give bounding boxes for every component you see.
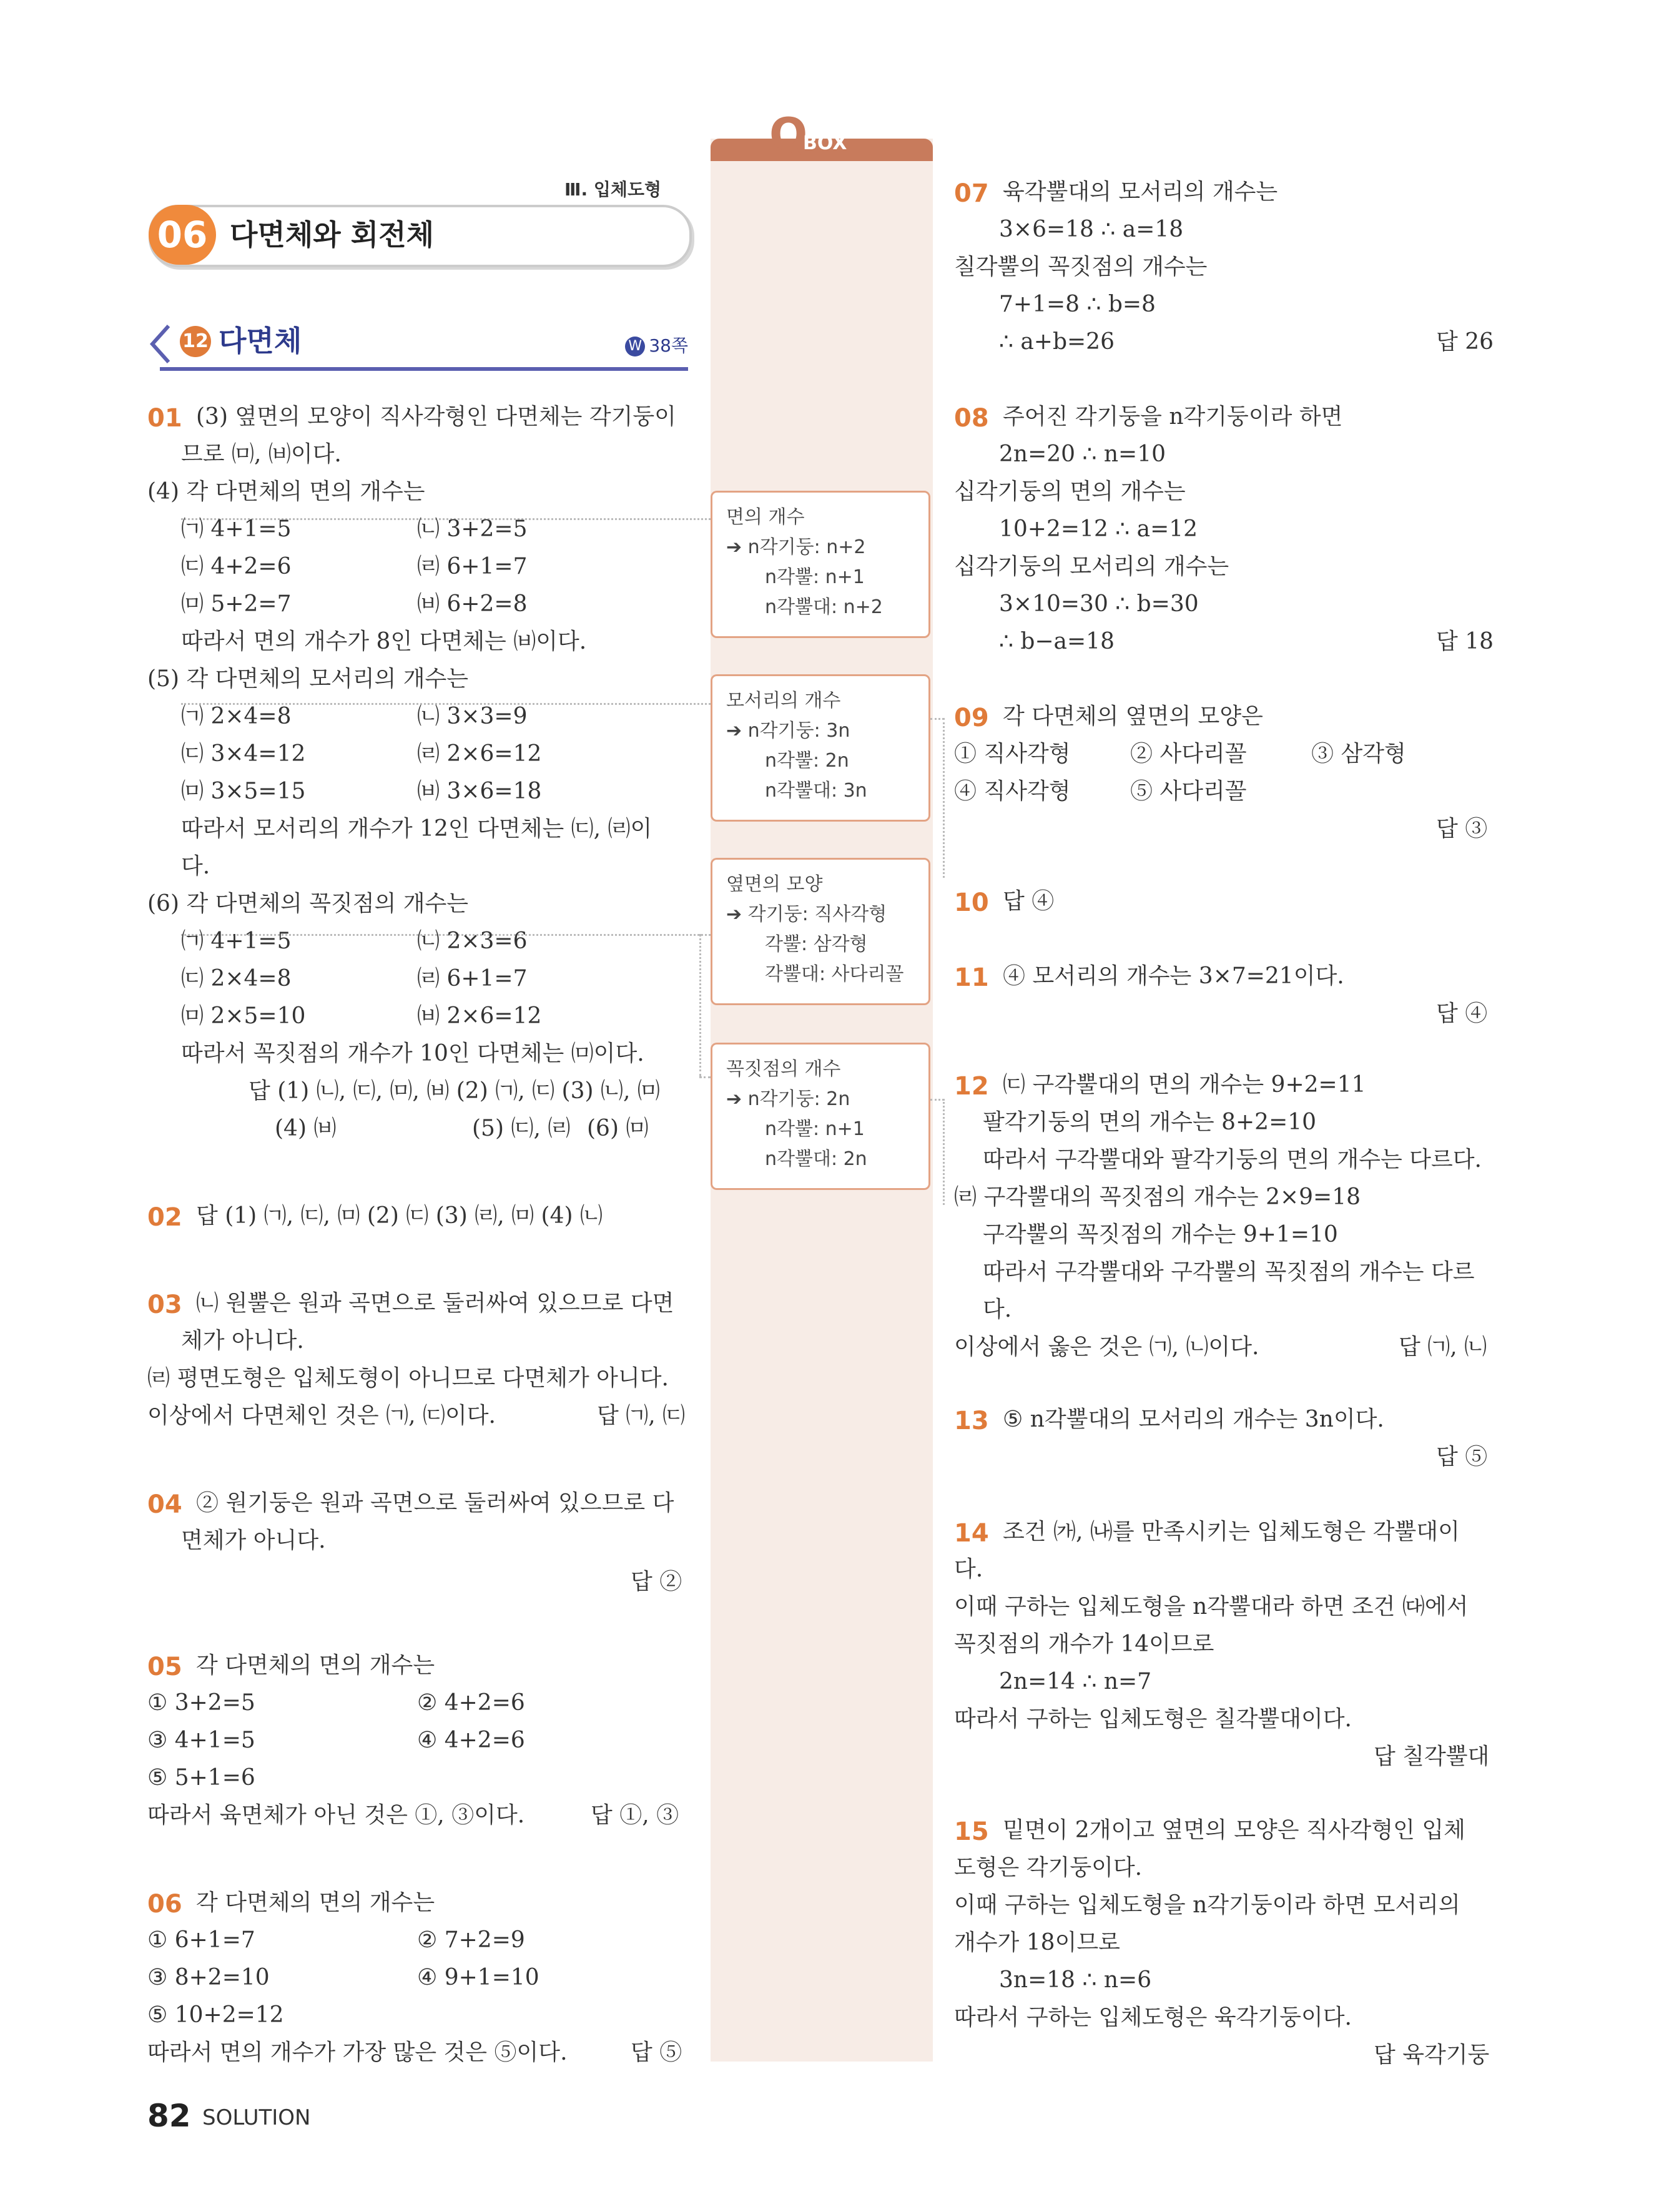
solution-line: ③ 8+2=10 xyxy=(147,1965,270,1990)
answer-line: 답 18 xyxy=(1436,629,1494,654)
answer-line: 답 ③ xyxy=(1436,816,1488,842)
unit-number: 12 xyxy=(180,326,211,357)
qbox-card-vertices xyxy=(711,1043,930,1190)
connector-line xyxy=(943,718,945,878)
qbox-card-title: 면의 개수 xyxy=(726,506,805,528)
qbox-card-line: ➔ 각기둥: 직사각형 xyxy=(726,903,887,925)
solution-line: 2n=14 ∴ n=7 xyxy=(999,1669,1152,1694)
solution-line: 체가 아니다. xyxy=(181,1328,304,1354)
solution-line: ㈄ 5+2=7 xyxy=(181,591,292,617)
qbox-card-line: ➔ n각기둥: n+2 xyxy=(726,536,866,558)
solution-line: 각 다면체의 면의 개수는 xyxy=(196,1890,435,1915)
solution-line: 따라서 꼭짓점의 개수가 10인 다면체는 ㈄이다. xyxy=(181,1041,644,1066)
problem-number: 02 xyxy=(147,1203,182,1232)
solution-line: ④ 직사각형 xyxy=(954,779,1071,804)
solution-line: ② 4+2=6 xyxy=(417,1690,525,1716)
solution-line: 3n=18 ∴ n=6 xyxy=(999,1967,1152,1993)
solution-line: ㈁ 2×3=6 xyxy=(417,928,528,954)
solution-line: 7+1=8 ∴ b=8 xyxy=(999,292,1156,317)
problem-number: 05 xyxy=(147,1653,182,1681)
answer-line: (6) ㈄ xyxy=(587,1116,649,1141)
qbox-card-line: ➔ n각기둥: 3n xyxy=(726,720,850,742)
answer-line: 답 ④ xyxy=(1003,888,1055,914)
solution-line: ④ 4+2=6 xyxy=(417,1728,525,1753)
solution-line: 10+2=12 ∴ a=12 xyxy=(999,516,1198,542)
solution-line: (5) 각 다면체의 모서리의 개수는 xyxy=(147,666,469,692)
answer-line: 답 26 xyxy=(1436,329,1494,355)
solution-line: ㈁ 원뿔은 원과 곡면으로 둘러싸여 있으므로 다면 xyxy=(196,1290,674,1316)
chapter-header xyxy=(149,205,687,265)
solution-line: ㈀ 2×4=8 xyxy=(181,704,292,729)
answer-line: 답 육각기둥 xyxy=(1374,2042,1490,2068)
solution-line: 육각뿔대의 모서리의 개수는 xyxy=(1003,179,1278,205)
connector-line xyxy=(699,1076,711,1078)
solution-line: (4) 각 다면체의 면의 개수는 xyxy=(147,479,425,504)
solution-line: 칠각뿔의 꼭짓점의 개수는 xyxy=(954,254,1208,280)
solution-line: 밑면이 2개이고 옆면의 모양은 직사각형인 입체 xyxy=(1003,1817,1465,1843)
solution-line: ㈅ 2×6=12 xyxy=(417,1003,542,1029)
solution-line: ㈅ 3×6=18 xyxy=(417,779,542,804)
solution-line: ㈁ 3+2=5 xyxy=(417,516,528,542)
answer-line: 답 칠각뿔대 xyxy=(1374,1744,1490,1769)
solution-line: 따라서 모서리의 개수가 12인 다면체는 ㈂, ㈃이 xyxy=(181,816,652,842)
solution-line: 구각뿔의 꼭짓점의 개수는 9+1=10 xyxy=(983,1222,1338,1247)
qbox-card-line: 각뿔대: 사다리꼴 xyxy=(765,963,904,985)
solution-line: 다. xyxy=(983,1297,1012,1322)
solution-line: 따라서 구하는 입체도형은 칠각뿔대이다. xyxy=(954,1706,1352,1732)
solution-line: 각 다면체의 면의 개수는 xyxy=(196,1653,435,1678)
qbox-card-title: 모서리의 개수 xyxy=(726,690,841,712)
answer-line: 답 ④ xyxy=(1436,1001,1488,1026)
unit-header xyxy=(147,317,688,373)
solution-line: 이때 구하는 입체도형을 n각뿔대라 하면 조건 ㈐에서 xyxy=(954,1594,1469,1620)
solution-line: ㈄ 2×5=10 xyxy=(181,1003,306,1029)
solution-line: 3×6=18 ∴ a=18 xyxy=(999,217,1184,242)
problem-number: 07 xyxy=(954,179,989,208)
unit-page-ref xyxy=(625,335,688,357)
solution-line: ㈅ 6+2=8 xyxy=(417,591,528,617)
answer-line: (5) ㈂, ㈃ xyxy=(472,1116,571,1141)
qbox-card-line: n각뿔: n+1 xyxy=(765,1118,865,1140)
answer-line: 답 ㈀, ㈂ xyxy=(597,1403,686,1428)
solution-line: ② 사다리꼴 xyxy=(1130,741,1247,767)
qbox-card-line: n각뿔: n+1 xyxy=(765,566,865,588)
solution-line: ㈂ 3×4=12 xyxy=(181,741,306,767)
workbook-icon: W xyxy=(625,337,645,356)
solution-line: ㈂ 2×4=8 xyxy=(181,966,292,991)
solution-line: 따라서 구각뿔대와 구각뿔의 꼭짓점의 개수는 다르 xyxy=(983,1259,1475,1285)
solution-line: 팔각기둥의 면의 개수는 8+2=10 xyxy=(983,1109,1317,1135)
problem-number: 14 xyxy=(954,1519,989,1548)
solution-line: ㈃ 2×6=12 xyxy=(417,741,542,767)
qbox-card-line: n각뿔대: 2n xyxy=(765,1148,867,1170)
chevron-left-icon xyxy=(147,323,172,365)
problem-number: 10 xyxy=(954,888,989,917)
solution-line: ㈃ 구각뿔대의 꼭짓점의 개수는 2×9=18 xyxy=(954,1184,1361,1210)
unit-title: 다면체 xyxy=(219,324,302,358)
solution-line: 따라서 육면체가 아닌 것은 ①, ③이다. xyxy=(147,1802,525,1828)
solution-line: ㈃ 6+1=7 xyxy=(417,966,528,991)
problem-number: 03 xyxy=(147,1290,182,1319)
solution-line: 도형은 각기둥이다. xyxy=(954,1855,1143,1880)
solution-line: ① 3+2=5 xyxy=(147,1690,255,1716)
solution-line: ① 직사각형 xyxy=(954,741,1071,767)
solution-line: 따라서 구각뿔대와 팔각기둥의 면의 개수는 다르다. xyxy=(983,1147,1482,1172)
qbox-card-line: ➔ n각기둥: 2n xyxy=(726,1088,850,1110)
problem-number: 11 xyxy=(954,963,989,992)
qbox-card-title: 꼭짓점의 개수 xyxy=(726,1058,841,1080)
problem-number: 08 xyxy=(954,404,989,433)
solution-line: 2n=20 ∴ n=10 xyxy=(999,441,1166,467)
solution-line: (3) 옆면의 모양이 직사각형인 다면체는 각기둥이 xyxy=(196,404,676,430)
solution-line: 십각기둥의 면의 개수는 xyxy=(954,479,1186,504)
answer-line: 답 ⑤ xyxy=(1436,1444,1488,1470)
answer-line: 답 ⑤ xyxy=(631,2040,682,2065)
solution-line: 십각기둥의 모서리의 개수는 xyxy=(954,554,1229,579)
solution-line: ② 원기둥은 원과 곡면으로 둘러싸여 있으므로 다 xyxy=(196,1490,674,1516)
solution-line: 꼭짓점의 개수가 14이므로 xyxy=(954,1631,1214,1657)
connector-line xyxy=(930,718,944,720)
chapter-number: 06 xyxy=(149,205,216,265)
qbox-card-side-faces xyxy=(711,858,930,1005)
problem-number: 15 xyxy=(954,1817,989,1846)
solution-line: ⑤ 5+1=6 xyxy=(147,1765,255,1791)
problem-number: 13 xyxy=(954,1407,989,1435)
solution-line: 조건 ㈎, ㈏를 만족시키는 입체도형은 각뿔대이 xyxy=(1003,1519,1460,1545)
solution-line: ㈂ 4+2=6 xyxy=(181,554,292,579)
chapter-title: 다면체와 회전체 xyxy=(230,218,435,252)
qbox-badge xyxy=(769,106,874,169)
problem-number: 04 xyxy=(147,1490,182,1519)
qbox-q-letter: Q xyxy=(769,108,808,160)
answer-line: 답 ㈀, ㈁ xyxy=(1399,1334,1487,1360)
solution-line: ⑤ 10+2=12 xyxy=(147,2002,284,2028)
solution-line: ① 6+1=7 xyxy=(147,1927,255,1953)
solution-line: ㈁ 3×3=9 xyxy=(417,704,528,729)
solution-line: 다. xyxy=(181,853,210,879)
answer-line: 답 (1) ㈁, ㈂, ㈄, ㈅ (2) ㈀, ㈂ (3) ㈁, ㈄ xyxy=(249,1078,660,1104)
solution-line: ㈃ 평면도형은 입체도형이 아니므로 다면체가 아니다. xyxy=(147,1365,669,1391)
solution-line: ④ 모서리의 개수는 3×7=21이다. xyxy=(1003,963,1344,989)
solution-line: ④ 9+1=10 xyxy=(417,1965,539,1990)
solution-line: ③ 삼각형 xyxy=(1311,741,1406,767)
solution-line: (6) 각 다면체의 꼭짓점의 개수는 xyxy=(147,891,469,917)
solution-line: ㈀ 4+1=5 xyxy=(181,928,292,954)
solution-line: 주어진 각기둥을 n각기둥이라 하면 xyxy=(1003,404,1343,430)
problem-number: 12 xyxy=(954,1072,989,1101)
connector-line xyxy=(930,1099,944,1101)
solution-line: ∴ a+b=26 xyxy=(999,329,1115,355)
qbox-card-faces xyxy=(711,491,930,638)
solution-line: ∴ b−a=18 xyxy=(999,629,1115,654)
solution-line: 다. xyxy=(954,1556,983,1582)
answer-line: 답 ①, ③ xyxy=(591,1802,679,1828)
solution-line: 따라서 면의 개수가 가장 많은 것은 ⑤이다. xyxy=(147,2040,568,2065)
qbox-card-line: n각뿔대: n+2 xyxy=(765,596,883,618)
solution-line: 각 다면체의 옆면의 모양은 xyxy=(1003,704,1263,729)
problem-number: 06 xyxy=(147,1890,182,1919)
solution-line: 3×10=30 ∴ b=30 xyxy=(999,591,1199,617)
answer-line: 답 ② xyxy=(631,1569,682,1595)
qbox-card-line: n각뿔: 2n xyxy=(765,750,849,772)
page-number: 82 xyxy=(147,2098,191,2134)
solution-line: ⑤ 사다리꼴 xyxy=(1130,779,1247,804)
qbox-card-line: 각뿔: 삼각형 xyxy=(765,933,868,955)
solution-line: ③ 4+1=5 xyxy=(147,1728,255,1753)
solution-line: 따라서 구하는 입체도형은 육각기둥이다. xyxy=(954,2005,1352,2030)
solution-line: ㈃ 6+1=7 xyxy=(417,554,528,579)
unit-ref-text: 38쪽 xyxy=(649,335,688,356)
section-tag: Ⅲ. 입체도형 xyxy=(564,179,662,200)
connector-line xyxy=(943,1099,945,1205)
unit-underline xyxy=(160,367,688,371)
solution-line: 이상에서 다면체인 것은 ㈀, ㈂이다. xyxy=(147,1403,496,1428)
problem-number: 01 xyxy=(147,404,182,433)
solution-line: 따라서 면의 개수가 8인 다면체는 ㈅이다. xyxy=(181,629,587,654)
solution-line: ② 7+2=9 xyxy=(417,1927,525,1953)
solution-line: 이때 구하는 입체도형을 n각기둥이라 하면 모서리의 xyxy=(954,1892,1460,1918)
solution-line: 면체가 아니다. xyxy=(181,1528,326,1553)
solution-line: ㈂ 구각뿔대의 면의 개수는 9+2=11 xyxy=(1003,1072,1366,1098)
solution-line: ㈄ 3×5=15 xyxy=(181,779,306,804)
connector-line xyxy=(699,934,701,1076)
qbox-card-title: 옆면의 모양 xyxy=(726,873,823,895)
solution-line: 개수가 18이므로 xyxy=(954,1930,1120,1955)
solution-line: 므로 ㈄, ㈅이다. xyxy=(181,441,342,467)
qbox-label: BOX xyxy=(803,132,847,154)
answer-line: (4) ㈅ xyxy=(275,1116,337,1141)
answer-line: 답 (1) ㈀, ㈂, ㈄ (2) ㈂ (3) ㈃, ㈄ (4) ㈁ xyxy=(196,1203,603,1229)
qbox-card-edges xyxy=(711,674,930,822)
footer-label: SOLUTION xyxy=(202,2105,311,2130)
qbox-card-line: n각뿔대: 3n xyxy=(765,780,867,802)
solution-line: 이상에서 옳은 것은 ㈀, ㈁이다. xyxy=(954,1334,1259,1360)
problem-number: 09 xyxy=(954,704,989,732)
solution-line: ⑤ n각뿔대의 모서리의 개수는 3n이다. xyxy=(1003,1407,1384,1432)
solution-line: ㈀ 4+1=5 xyxy=(181,516,292,542)
